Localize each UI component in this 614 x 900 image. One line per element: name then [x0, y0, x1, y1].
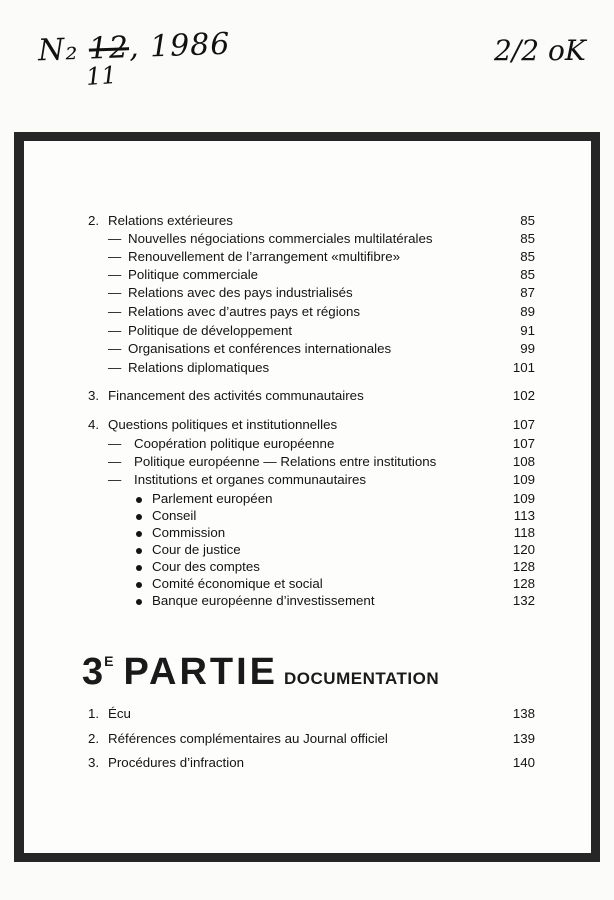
item-number: 1.	[88, 706, 100, 721]
item-title: Relations avec d’autres pays et régions	[128, 304, 361, 319]
item-title: Relations avec des pays industrialisés	[128, 285, 353, 300]
item-page: 87	[520, 285, 535, 300]
item-page: 140	[512, 755, 535, 770]
dash: —	[108, 304, 122, 319]
dash: —	[108, 249, 122, 264]
dash: —	[108, 436, 122, 451]
dash: —	[108, 454, 122, 469]
bullet-icon	[136, 531, 142, 537]
item-number: 3.	[88, 755, 100, 770]
part-number: 3	[82, 651, 105, 693]
bullet-page: 118	[513, 525, 535, 540]
item-number: 2.	[88, 731, 100, 746]
dash: —	[108, 267, 122, 282]
handwritten-issue-number	[37, 27, 231, 69]
struck-number: 12	[88, 30, 130, 67]
item-title: Nouvelles négociations commerciales multilatérales	[128, 231, 433, 246]
handwritten-prefix: N₂	[37, 31, 79, 69]
dash: —	[108, 323, 122, 338]
handwritten-page-note: 2/2 oK	[494, 34, 586, 67]
bullet-title: Commission	[152, 525, 226, 540]
item-title: Organisations et conférences internationales	[128, 341, 392, 356]
item-title: Relations diplomatiques	[128, 360, 270, 375]
item-page: 85	[520, 267, 535, 282]
bullet-icon	[136, 497, 142, 503]
bullet-title: Banque européenne d’investissement	[152, 593, 375, 608]
item-title: Politique de développement	[128, 323, 293, 338]
item-page: 89	[520, 304, 535, 319]
part-3-heading	[82, 651, 439, 694]
item-title: Procédures d’infraction	[108, 755, 244, 770]
item-page: 85	[520, 231, 535, 246]
bullet-title: Cour des comptes	[152, 559, 260, 574]
item-page: 85	[520, 249, 535, 264]
dash: —	[108, 341, 122, 356]
section-title: Relations extérieures	[108, 213, 233, 228]
item-title: Politique européenne — Relations entre institutions	[134, 454, 437, 469]
section-title: Questions politiques et institutionnelles	[108, 417, 338, 432]
bullet-page: 109	[512, 491, 535, 506]
bullet-page: 113	[513, 508, 535, 523]
item-page: 107	[512, 436, 535, 451]
bullet-title: Parlement européen	[152, 491, 273, 506]
item-page: 99	[520, 341, 535, 356]
item-title: Références complémentaires au Journal officiel	[108, 731, 388, 746]
handwritten-corrected-number: 11	[85, 60, 118, 92]
item-page: 139	[512, 731, 535, 746]
bullet-icon	[136, 514, 142, 520]
section-page: 85	[520, 213, 535, 228]
item-title: Écu	[108, 706, 131, 721]
handwritten-year: , 1986	[128, 26, 231, 66]
item-title: Institutions et organes communautaires	[134, 472, 367, 487]
bullet-icon	[136, 599, 142, 605]
bullet-title: Conseil	[152, 508, 197, 523]
bullet-title: Comité économique et social	[152, 576, 323, 591]
section-page: 102	[512, 388, 535, 403]
bullet-page: 132	[512, 593, 535, 608]
item-page: 101	[512, 360, 535, 375]
part-word: PARTIE	[123, 651, 279, 693]
bullet-page: 120	[512, 542, 535, 557]
dash: —	[108, 472, 122, 487]
section-number: 2.	[88, 213, 100, 228]
dash: —	[108, 360, 122, 375]
dash: —	[108, 285, 122, 300]
section-page: 107	[512, 417, 535, 432]
table-of-contents	[24, 141, 591, 853]
dash: —	[108, 231, 122, 246]
bullet-icon	[136, 565, 142, 571]
item-title: Coopération politique européenne	[134, 436, 335, 451]
bullet-icon	[136, 548, 142, 554]
bullet-icon	[136, 582, 142, 588]
item-page: 91	[520, 323, 535, 338]
section-number: 3.	[88, 388, 100, 403]
toc-frame	[14, 132, 600, 862]
item-page: 109	[512, 472, 535, 487]
bullet-page: 128	[512, 576, 535, 591]
section-number: 4.	[88, 417, 100, 432]
part-subtitle: DOCUMENTATION	[284, 669, 440, 688]
item-page: 138	[512, 706, 535, 721]
bullet-page: 128	[512, 559, 535, 574]
part-superscript: E	[104, 653, 114, 669]
section-title: Financement des activités communautaires	[108, 388, 364, 403]
item-title: Politique commerciale	[128, 267, 259, 282]
bullet-title: Cour de justice	[152, 542, 241, 557]
item-page: 108	[512, 454, 535, 469]
item-title: Renouvellement de l’arrangement «multifibre»	[128, 249, 400, 264]
